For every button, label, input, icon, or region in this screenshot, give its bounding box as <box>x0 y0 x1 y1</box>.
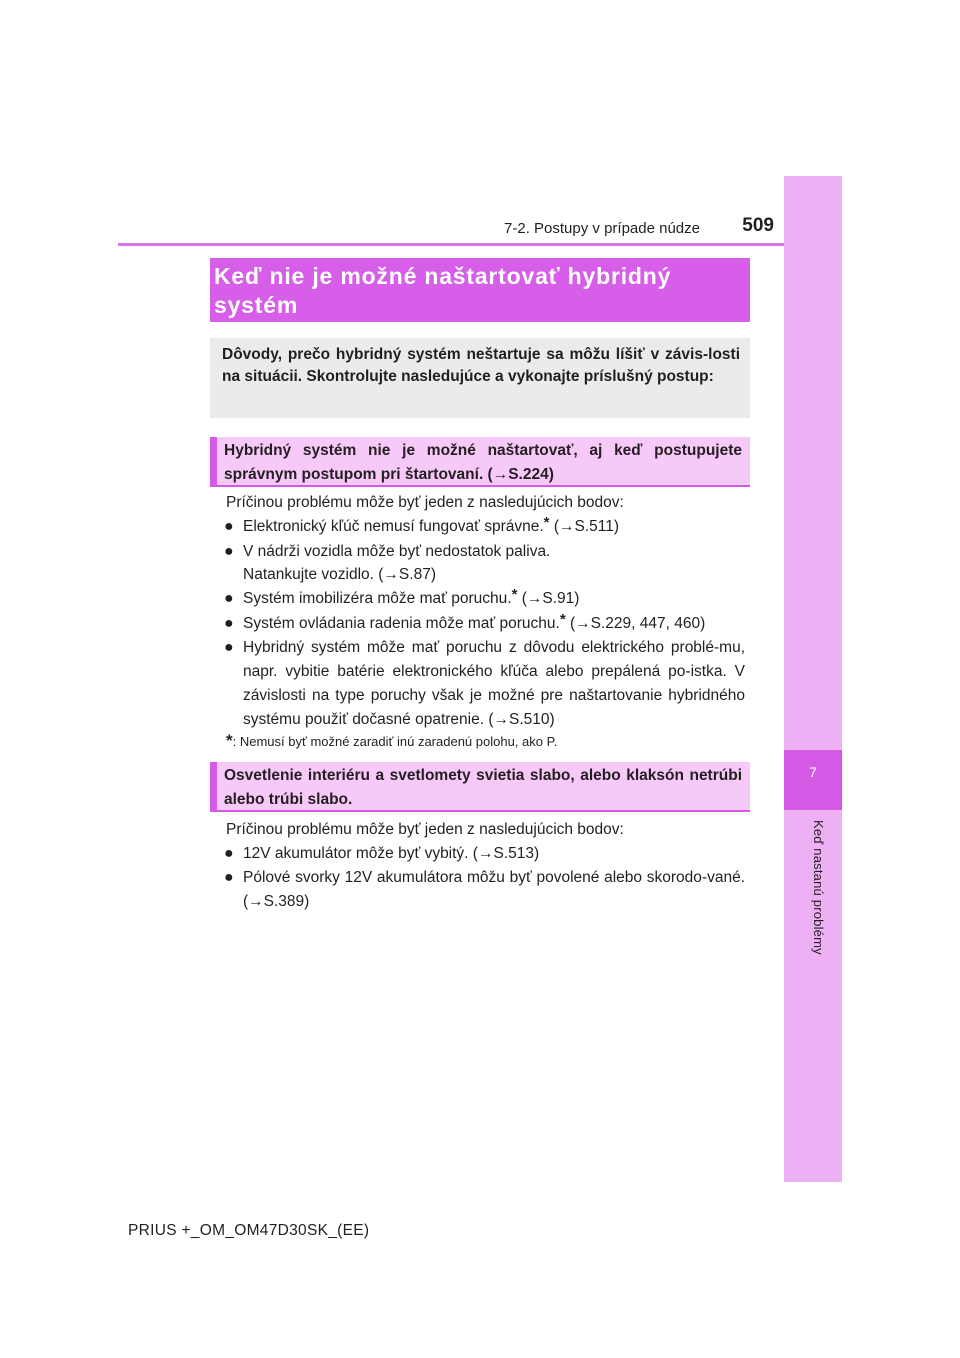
section1-bullet-5: Hybridný systém môže mať poruchu z dôvodu elektrického problé-mu, napr. vybitie batérie elektronického kľúča alebo prepálená po-istka. V závislosti na type poruchy však je možné pre naštartovanie hybridného systému použiť dočasné opatrenie. (→S.510) <box>243 639 745 728</box>
document-code-footer: PRIUS +_OM_OM47D30SK_(EE) <box>128 1222 370 1239</box>
bullet-text: Systém ovládania radenia môže mať poruchu. <box>243 615 560 632</box>
section1-bullet-4 <box>243 612 745 636</box>
section-title: 7-2. Postupy v prípade núdze <box>504 220 700 237</box>
bullet-icon: ● <box>224 590 234 607</box>
asterisk-mark: * <box>511 586 518 603</box>
footnote-text: : Nemusí byť možné zaradiť inú zaradenú polohu, ako P. <box>232 734 558 749</box>
bullet-text: Systém imobilizéra môže mať poruchu. <box>243 590 512 607</box>
chapter-number-box <box>784 750 842 810</box>
chapter-number: 7 <box>809 764 817 780</box>
asterisk-mark: * <box>559 611 566 628</box>
section2-bullet-1: 12V akumulátor môže byť vybitý. (→S.513) <box>243 845 540 862</box>
bullet-icon: ● <box>224 845 234 862</box>
page-reference: (→S.91) <box>517 590 580 607</box>
section2-heading: Osvetlenie interiéru a svetlomety svietia slabo, alebo klaksón netrúbi alebo trúbi slabo. <box>224 767 742 808</box>
bullet-icon: ● <box>224 639 234 656</box>
bullet-icon: ● <box>224 543 234 560</box>
bullet-icon: ● <box>224 869 234 886</box>
intro-text: Dôvody, prečo hybridný systém neštartuje sa môžu líšiť v závis-losti na situácii. Skontrolujte nasledujúce a vykonajte príslušný postup: <box>222 346 740 385</box>
section2-heading-bar <box>210 762 217 812</box>
footnote-asterisk: * <box>226 731 233 750</box>
section1-bullet-2-line2: Natankujte vozidlo. (→S.87) <box>243 566 436 583</box>
footnote <box>226 732 557 751</box>
main-title: Keď nie je možné naštartovať hybridný systém <box>214 263 672 318</box>
section1-heading: Hybridný systém nie je možné naštartovať, aj keď postupujete správnym postupom pri štartovaní. (→S.224) <box>224 442 742 483</box>
page-reference: (→S.229, 447, 460) <box>565 615 706 632</box>
section2-bullet-2: Pólové svorky 12V akumulátora môžu byť povolené alebo skorodo-vané. (→S.389) <box>243 869 745 910</box>
asterisk-mark: * <box>543 514 550 531</box>
page-number: 509 <box>742 215 774 236</box>
section1-bullet-1 <box>243 515 745 539</box>
chapter-title: Keď nastanú problémy <box>811 820 826 955</box>
bullet-icon: ● <box>224 615 234 632</box>
section2-lead: Príčinou problému môže byť jeden z nasledujúcich bodov: <box>226 821 624 838</box>
header-divider <box>118 243 784 246</box>
section1-bullet-3 <box>243 587 745 611</box>
section1-lead: Príčinou problému môže byť jeden z nasledujúcich bodov: <box>226 494 624 511</box>
page-reference: (→S.511) <box>549 518 620 535</box>
section1-bullet-2: V nádrži vozidla môže byť nedostatok paliva. <box>243 543 551 560</box>
chapter-thumb-tab <box>784 176 842 1182</box>
bullet-icon: ● <box>224 518 234 535</box>
bullet-text: Elektronický kľúč nemusí fungovať správne. <box>243 518 544 535</box>
section1-heading-bar <box>210 437 217 487</box>
